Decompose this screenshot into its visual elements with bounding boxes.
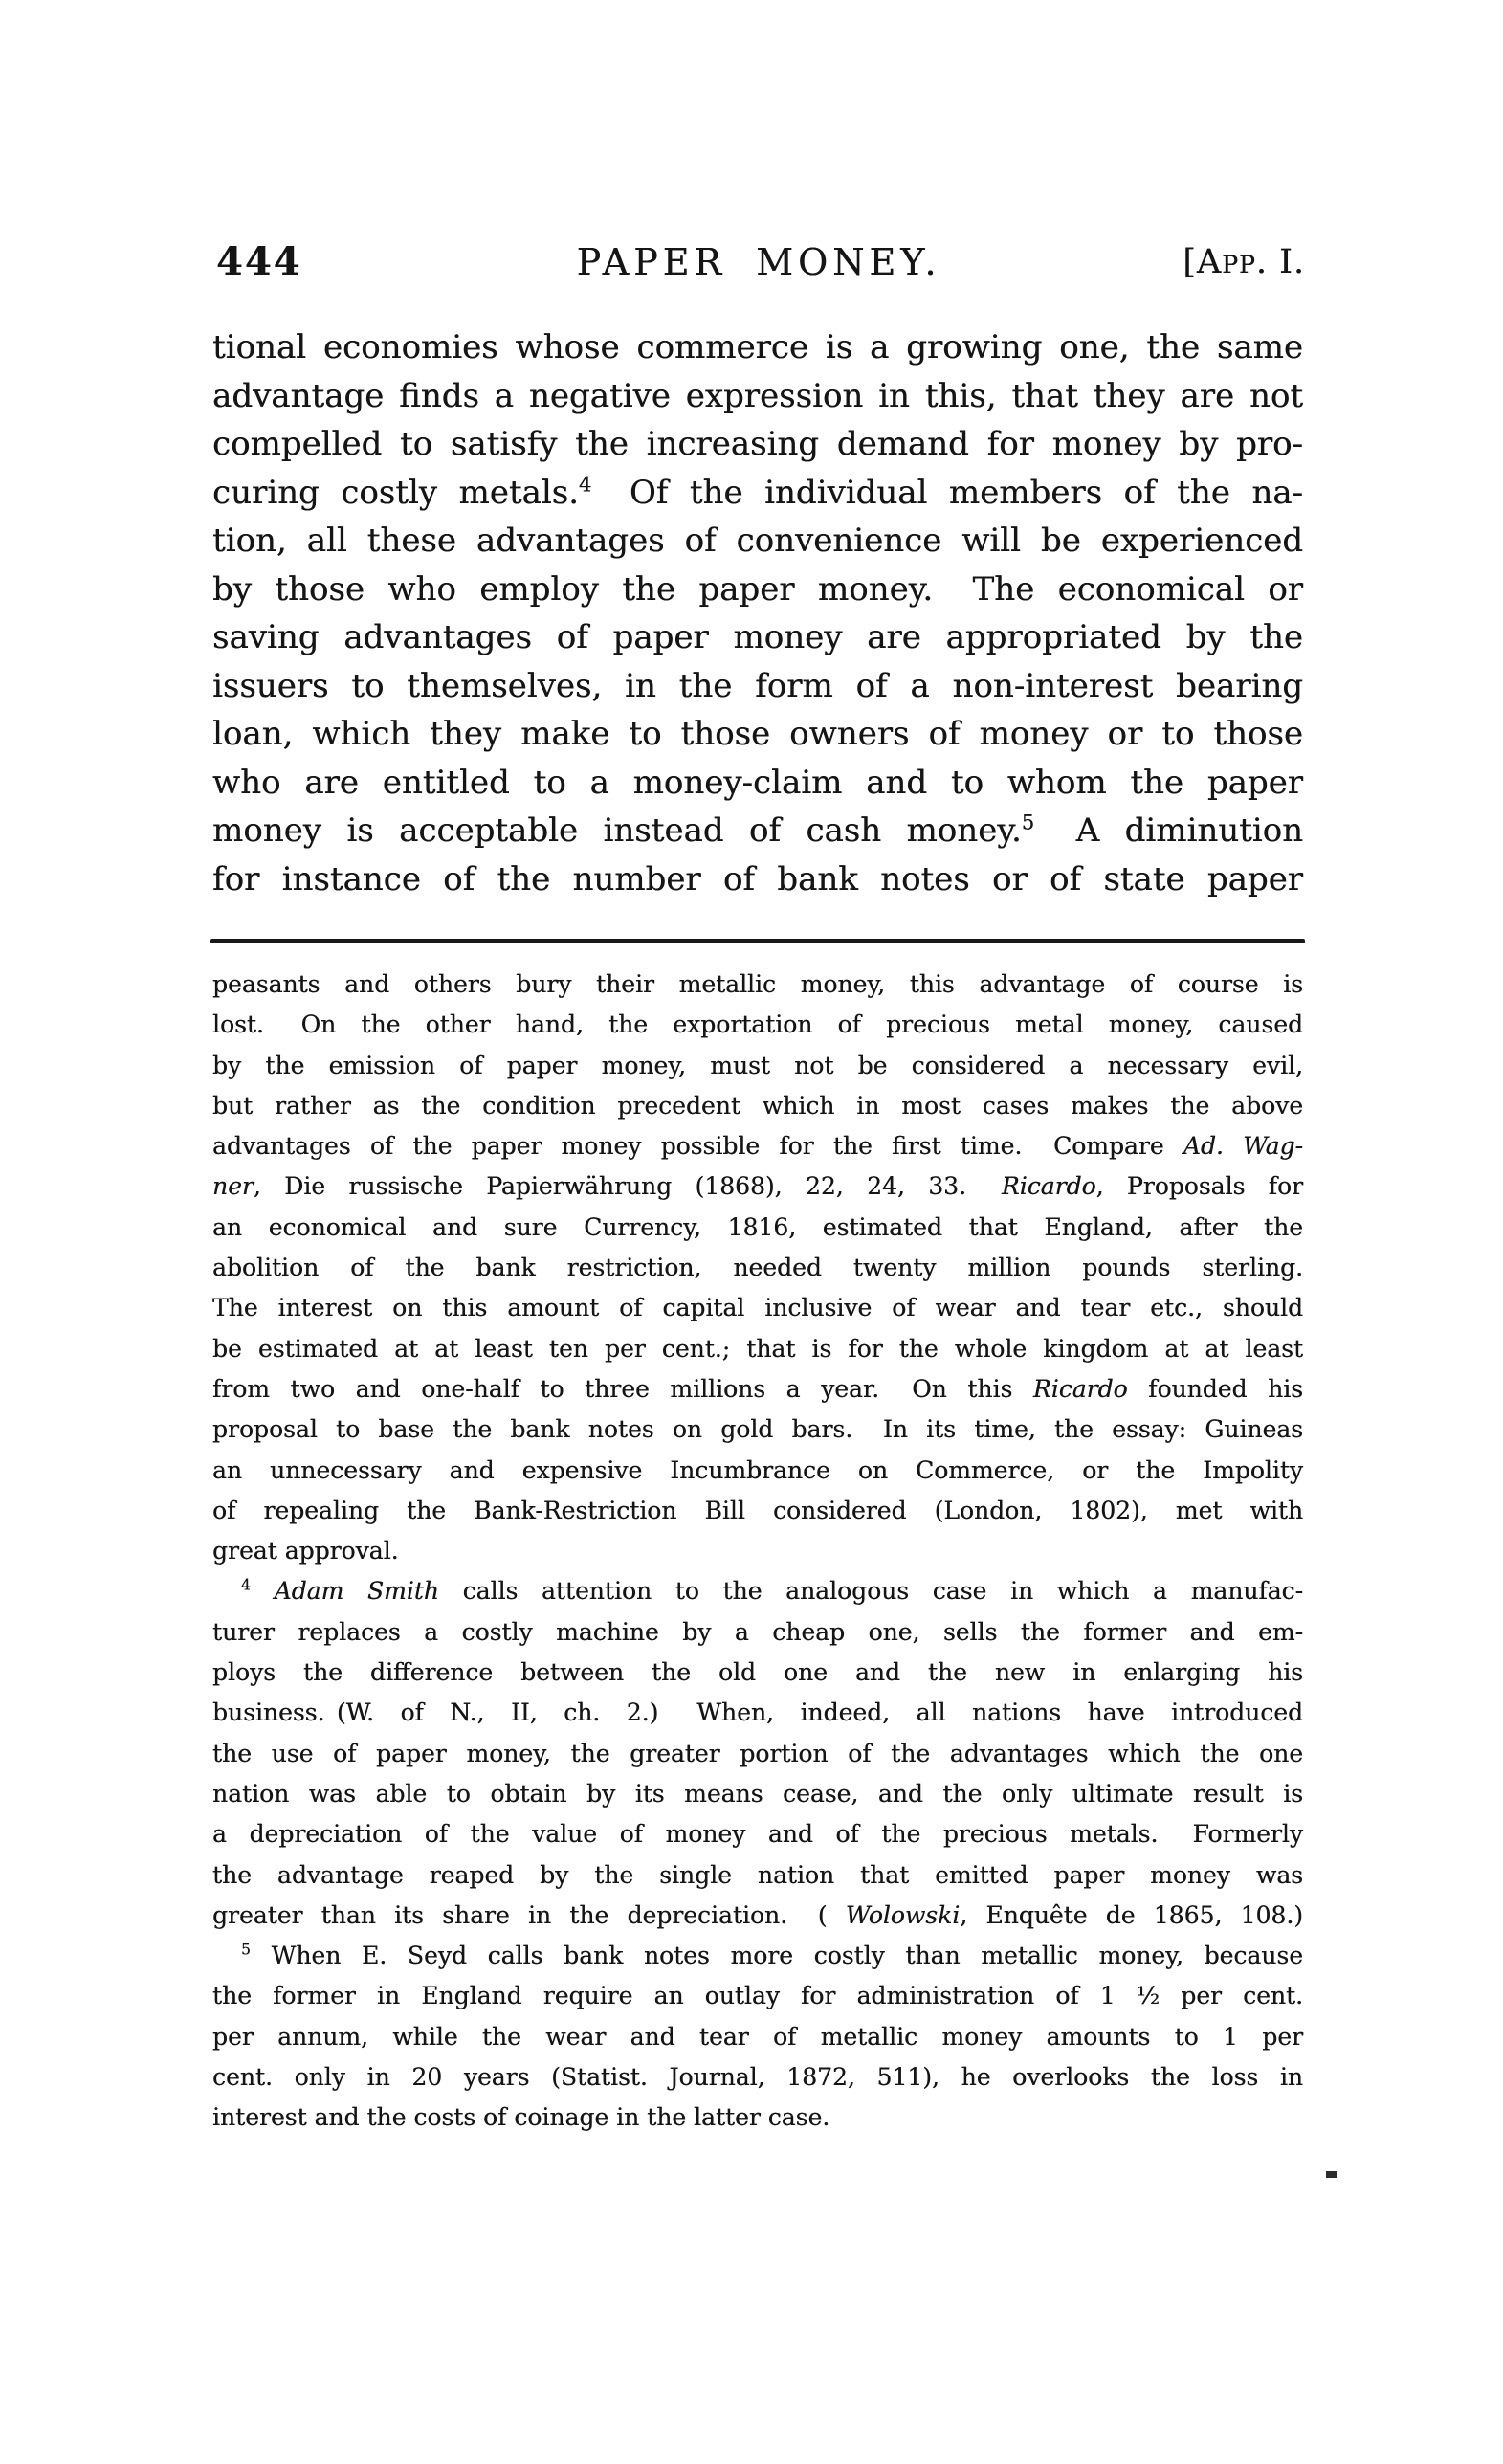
text-line: curing costly metals.$^4$ Of the individual members of the na- <box>212 472 1303 512</box>
text-line: cent. only in 20 years (Statist. Journal, 1872, 511), he overlooks the loss in <box>212 2063 1303 2092</box>
main-text <box>212 323 1303 903</box>
text-line: loan, which they make to those owners of money or to those <box>212 715 1303 753</box>
text-line: tional economies whose commerce is a growing one, the same <box>212 328 1303 366</box>
text-line: issuers to themselves, in the form of a non-interest bearing <box>212 666 1303 705</box>
appendix-marker: [App. I. <box>1183 243 1305 281</box>
text-line: $^5$ When E. Seyd calls bank notes more costly than metallic money, because <box>241 1941 1303 1970</box>
text-line: by the emission of paper money, must not be considered a necessary evil, <box>212 1051 1303 1079</box>
text-line: turer replaces a costly machine by a cheap one, sells the former and em- <box>212 1617 1303 1646</box>
text-line: $^4$ Adam Smith calls attention to the analogous case in which a manufac- <box>241 1577 1303 1606</box>
text-line: lost. On the other hand, the exportation of precious metal money, caused <box>212 1010 1303 1039</box>
text-line: by those who employ the paper money. The economical or <box>212 569 1303 609</box>
text-line: from two and one-half to three millions a year. On this Ricardo founded his <box>212 1374 1303 1403</box>
text-line: per annum, while the wear and tear of metallic money amounts to 1 per <box>212 2022 1303 2051</box>
text-line: great approval. <box>212 1537 399 1565</box>
text-line: tion, all these advantages of convenience will be experienced <box>212 522 1303 560</box>
text-line: who are entitled to a money-claim and to whom the paper <box>212 763 1303 802</box>
text-line: an unnecessary and expensive Incumbrance on Commerce, or the Impolity <box>212 1455 1303 1484</box>
footnote-separator <box>210 939 1305 943</box>
text-line: greater than its share in the depreciation. ( Wolowski, Enquête de 1865, 108.) <box>212 1900 1303 1929</box>
text-line: compelled to satisfy the increasing demand for money by pro- <box>212 425 1303 463</box>
text-line: ner, Die russische Papierwährung (1868), 22, 24, 33. Ricardo, Proposals for <box>212 1172 1303 1201</box>
text-line: of repealing the Bank-Restriction Bill considered (London, 1802), met with <box>212 1496 1303 1524</box>
text-line: the former in England require an outlay for administration of 1 ½ per cent. <box>212 1982 1303 2010</box>
text-line: money is acceptable instead of cash money.$^5$ A diminution <box>212 810 1303 850</box>
text-line: ploys the difference between the old one and the new in enlarging his <box>212 1658 1303 1687</box>
text-line: a depreciation of the value of money and of the precious metals. Formerly <box>212 1820 1303 1849</box>
page-number: 444 <box>216 239 302 284</box>
page-title: PAPER MONEY. <box>576 241 941 283</box>
text-line: business. (W. of N., II, ch. 2.) When, indeed, all nations have introduced <box>212 1698 1303 1727</box>
footnotes-text <box>212 965 1303 2139</box>
text-line: peasants and others bury their metallic money, this advantage of course is <box>212 970 1303 998</box>
text-line: but rather as the condition precedent which in most cases makes the above <box>212 1091 1303 1120</box>
text-line: abolition of the bank restriction, needed twenty million pounds sterling. <box>212 1254 1303 1282</box>
text-line: The interest on this amount of capital inclusive of wear and tear etc., should <box>212 1294 1303 1322</box>
text-line: the advantage reaped by the single nation that emitted paper money was <box>212 1860 1303 1889</box>
text-line: interest and the costs of coinage in the latter case. <box>212 2103 830 2132</box>
text-line: nation was able to obtain by its means cease, and the only ultimate result is <box>212 1779 1303 1808</box>
text-line: for instance of the number of bank notes or of state paper <box>212 859 1303 899</box>
text-line: the use of paper money, the greater portion of the advantages which the one <box>212 1739 1303 1767</box>
text-line: saving advantages of paper money are appropriated by the <box>212 618 1303 656</box>
text-line: advantages of the paper money possible for the first time. Compare Ad. Wag- <box>212 1132 1303 1161</box>
text-line: proposal to base the bank notes on gold bars. In its time, the essay: Guineas <box>212 1415 1303 1444</box>
text-line: an economical and sure Currency, 1816, estimated that England, after the <box>212 1212 1303 1241</box>
page-header <box>212 239 1305 287</box>
ink-speck <box>1326 2171 1337 2178</box>
text-line: be estimated at at least ten per cent.; that is for the whole kingdom at at least <box>212 1334 1303 1363</box>
text-line: advantage finds a negative expression in this, that they are not <box>212 376 1303 415</box>
